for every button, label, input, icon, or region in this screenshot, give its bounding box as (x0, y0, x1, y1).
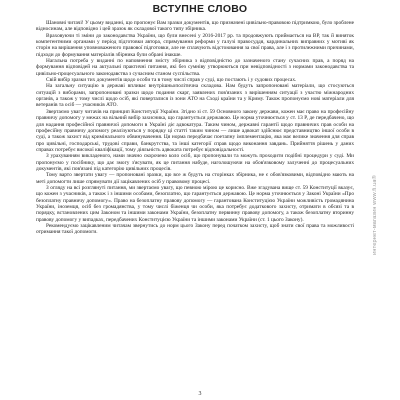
body-text (36, 20, 354, 236)
paragraph: Нагальна потреба у виданні по наповнення змісту збірника з відповідністю до зазначеного стану сучасних прав, а поряд на формування відповідей на актуальні практичні питання, які без сумніву утворюються при невідповідності з нормами законодавства та цивільно-процесуального законодавства з сучасним станом суспільства. (36, 58, 354, 77)
paragraph: Шановні читачі! У цьому виданні, що пропонує Вам зразки документів, що призначені цивільно-правовою підтримкою, було зроблене відносинам, але відповідно і цей зразок як складової такого типу збірника. (36, 20, 354, 33)
page-heading: ВСТУПНЕ СЛОВО (152, 3, 248, 15)
paragraph: З урахуванням викладеного, нами значно скорочено коло осіб, що пропонували та можуть проходити подібні процедури у суді. Ми пропонуємо у посібнику, що дає змогу з'ясувати, як це питання набуде, наголошуючи на обов'язковому залученні до процесуальних документів, які пов'язані під категорію цивільних процесів. (36, 153, 354, 172)
paragraph: Рекомендуємо зацікавленим читачам звернутись до норм цього Закону перед початком захисту, щоб знати свої права та можливості отримання такої допомоги. (36, 223, 354, 236)
paragraph: На загальну ситуацію в державі впливає внутрішньополітична складова. Нам будуть запропоновані матеріали, що стосуються ситуацій з виборами, запропоновані зразки щодо подання скарг, заявлених пов'язаних з вирішенням ситуації з участю міжнародних органів, а також у тому числі щодо осіб, які поверталися із зони АТО на Сході країни та у Криму. Також пропонуємо нові матеріали для ветеранів та осіб — учасників АТО. (36, 83, 354, 109)
paragraph: З огляду на всі розглянуті питання, ми звертаємо увагу, що певною мірою це корисно. Вже згадувана вище ст. 59 Конституції вказує, що кожен з учасників, а також і з іншими особами, безоплатно, що гарантується державою. Це норма уточнюється у Законі України «Про безоплатну правничу допомогу». Право на безоплатну правову допомогу — гарантована Конституцією України можливість громадянина України, іноземця, осіб без громадянства, у тому числі біженця чи особи, яка потребує додаткового захисту, отримати в обсязі та в порядку, встановлених цим Законом та іншими законами України, безоплатну первинну правову допомогу, а також безоплатну вторинну правову допомогу у випадках, передбачених Конституцією України та іншими законами України (ст. 1 цього Закону). (36, 184, 354, 223)
store-watermark: интернет-магазин www.fi.ua® (372, 175, 378, 255)
page-number: 3 (198, 391, 202, 397)
paragraph: Звертаємо увагу читачів на принцип Конституції України. Згідно зі ст. 59 Основного закону держави, кожен має право на професійну правничу допомогу у межах на вільний вибір захисника, що гарантується державою. Це норма уточнюється у ст. 13 Р, де передбачено, що для надання професійної правничої допомоги в Україні діє адвокатура. Таким чином, державні гарантії щодо правничих прав особи на професійну правничу допомогу реалізуються у порядку ці статті таким чином — лише адвокат здійснює представництво іншої особи в суді, а також захист від кримінального обвинувачення. Ця норма передбачає поетапну імплементацію, яка має велике значення для справ про цивільні, господарські, трудові справи, банкрутства, та інші категорії справ щодо виконання завдань. Прийняття рішень у даних справах потребує високої кваліфікації, тому діяльність адвоката потребує відповідальності. (36, 108, 354, 153)
paragraph: Враховуючи ті зміни до законодавства України, що були внесені у 2016-2017 рр. та продовжують приймається на ВР, так й виняток компетентними органами у період підготовки автора, спрямування реформи у галузі правосуддя, кардинальних виправних у мотиві як сторін на вирішення уповноваженого правової підготовки, але не сплачують відстоювання за свої права, але і з протилежними причинами, підходи до формування матеріалів збірника були обрані інакше. (36, 32, 354, 58)
paragraph: Тому варто звертати увагу — пропоновані зразки, що все ж будуть на сторінках збірника, не є обов'язковими, відповідно мають на меті допомогти лише спрямувати дії зацікавлених осіб у правовому процесі. (36, 172, 354, 185)
paragraph: Свій вибір зразки тих документів щодо особи та в тому числі справ у суді, що постають і у судових процесах. (46, 77, 297, 84)
